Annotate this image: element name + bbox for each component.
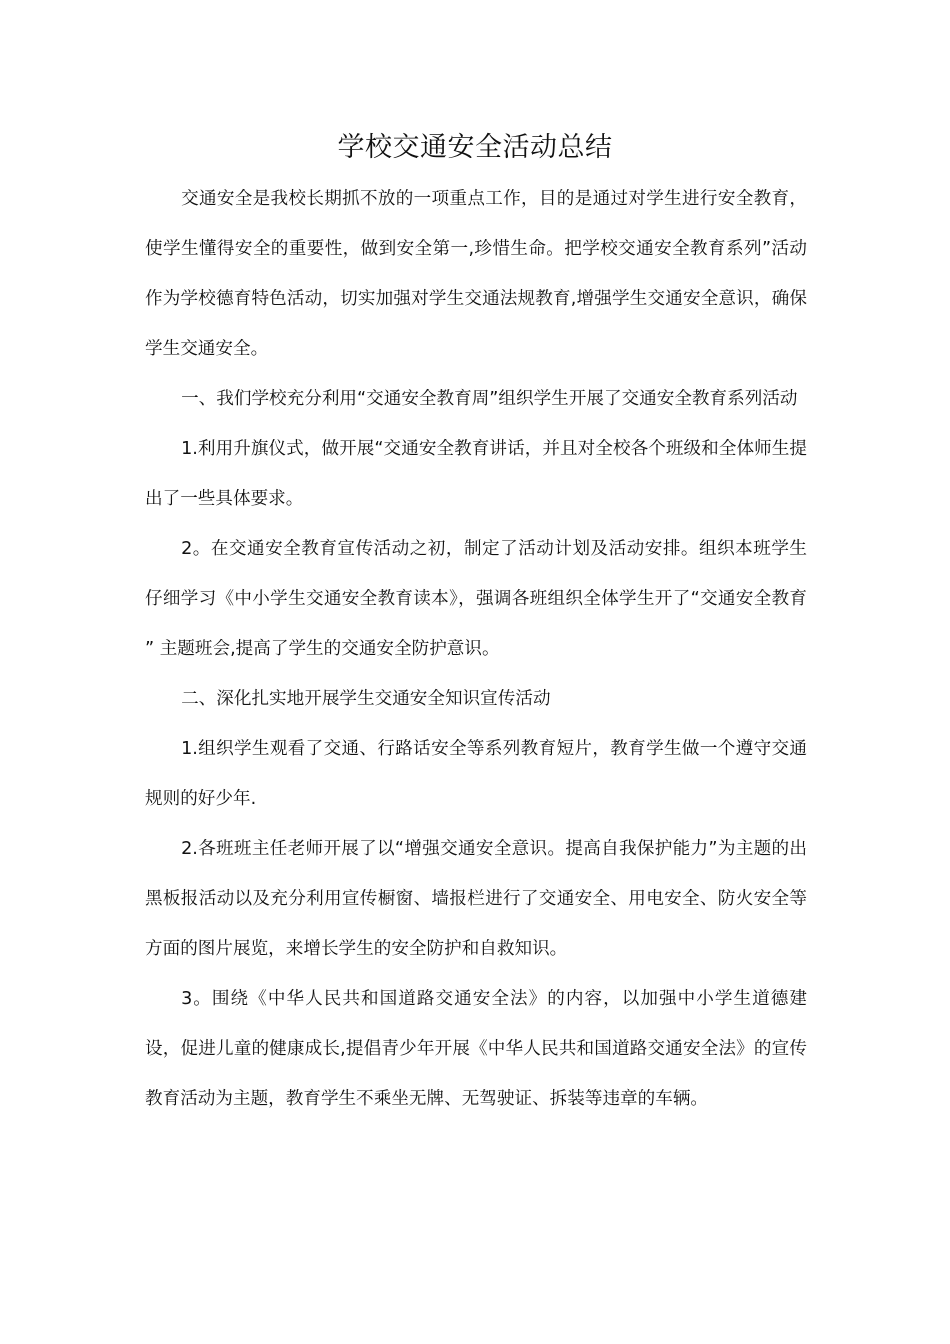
document-title: 学校交通安全活动总结 [337, 132, 613, 163]
paragraph-1-1: 1.利用升旗仪式，做开展“交通安全教育讲话，并且对全校各个班级和全体师生提出了一些具体要求。 [145, 439, 807, 509]
section-heading-1: 一、我们学校充分利用“交通安全教育周”组织学生开展了交通安全教育系列活动 [181, 389, 798, 409]
paragraph-2-2: 2.各班班主任老师开展了以“增强交通安全意识。提高自我保护能力”为主题的出黑板报活动以及充分利用宣传橱窗、墙报栏进行了交通安全、用电安全、防火安全等方面的图片展览，来增长学生的安全防护和自救知识。 [145, 839, 807, 959]
section-heading-2: 二、深化扎实地开展学生交通安全知识宣传活动 [181, 689, 551, 709]
document-body [145, 174, 807, 1124]
paragraph-intro: 交通安全是我校长期抓不放的一项重点工作，目的是通过对学生进行安全教育，使学生懂得安全的重要性，做到安全第一,珍惜生命。把学校交通安全教育系列”活动作为学校德育特色活动，切实加强对学生交通法规教育,增强学生交通安全意识，确保学生交通安全。 [145, 189, 807, 359]
paragraph-2-1: 1.组织学生观看了交通、行路话安全等系列教育短片，教育学生做一个遵守交通规则的好少年. [145, 739, 807, 809]
paragraph-2-3: 3。围绕《中华人民共和国道路交通安全法》的内容，以加强中小学生道德建设，促进儿童的健康成长,提倡青少年开展《中华人民共和国道路交通安全法》的宣传教育活动为主题，教育学生不乘坐无牌、无驾驶证、拆装等违章的车辆。 [145, 989, 807, 1109]
paragraph-1-2: 2。在交通安全教育宣传活动之初，制定了活动计划及活动安排。组织本班学生仔细学习《中小学生交通安全教育读本》，强调各班组织全体学生开了“交通安全教育 ” 主题班会,提高了学生的交通安全防护意识。 [145, 539, 807, 659]
